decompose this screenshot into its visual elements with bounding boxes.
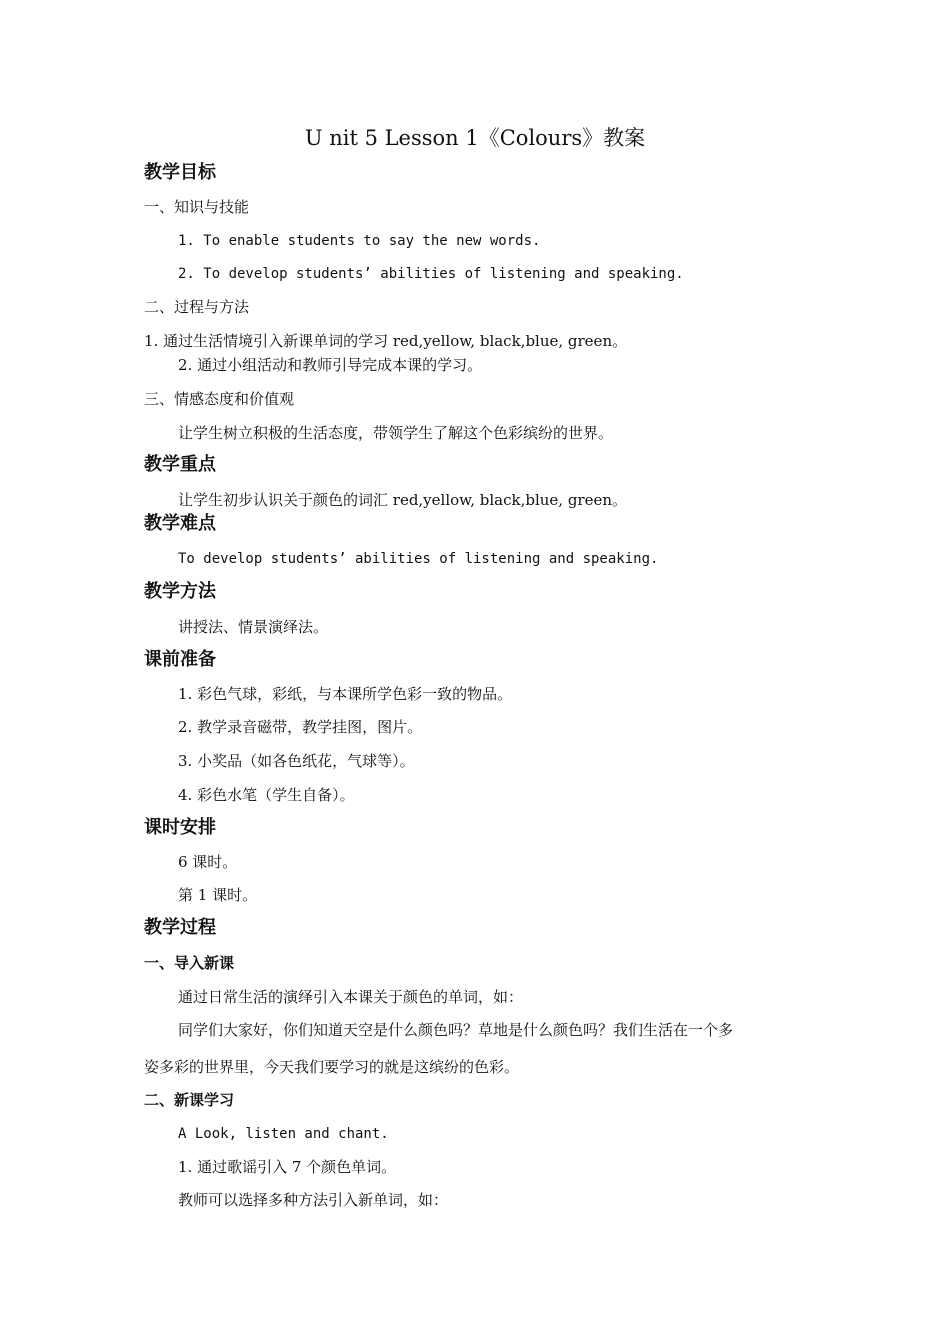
process-text: 同学们大家好，你们知道天空是什么颜色吗？草地是什么颜色吗？我们生活在一个多 [178, 1021, 734, 1039]
process-text: 姿多彩的世界里，今天我们要学习的就是这缤纷的色彩。 [144, 1058, 520, 1076]
section-heading-difficulties: 教学难点 [144, 513, 216, 534]
goal-item: 1. 通过生活情境引入新课单词的学习 red,yellow, black,blue, green。 [144, 332, 628, 350]
goal-item: 2. 通过小组活动和教师引导完成本课的学习。 [178, 356, 483, 374]
preparation-item: 1. 彩色气球，彩纸，与本课所学色彩一致的物品。 [178, 685, 513, 703]
process-text: 教师可以选择多种方法引入新单词，如： [178, 1191, 449, 1209]
section-heading-process: 教学过程 [144, 917, 216, 938]
goal-item: 1. To enable students to say the new words. [178, 233, 541, 249]
goal-text: 让学生树立积极的生活态度，带领学生了解这个色彩缤纷的世界。 [178, 424, 614, 442]
process-text: 通过日常生活的演绎引入本课关于颜色的单词，如： [178, 988, 524, 1006]
difficulties-text: To develop students’ abilities of listening and speaking. [178, 551, 659, 567]
page-title: U nit 5 Lesson 1《Colours》教案 [304, 126, 646, 150]
process-text: A Look, listen and chant. [178, 1126, 389, 1142]
preparation-item: 2. 教学录音磁带，教学挂图，图片。 [178, 718, 423, 736]
subheading-intro: 一、导入新课 [144, 954, 235, 972]
section-heading-preparation: 课前准备 [144, 649, 216, 670]
schedule-line: 第 1 课时。 [178, 886, 258, 904]
subheading-attitude-values: 三、情感态度和价值观 [144, 390, 295, 408]
section-heading-methods: 教学方法 [144, 581, 216, 602]
preparation-item: 3. 小奖品（如各色纸花，气球等）。 [178, 752, 415, 770]
schedule-line: 6 课时。 [178, 853, 238, 871]
methods-text: 讲授法、情景演绎法。 [178, 618, 329, 636]
key-points-text: 让学生初步认识关于颜色的词汇 red,yellow, black,blue, green。 [178, 491, 628, 509]
process-text: 1. 通过歌谣引入 7 个颜色单词。 [178, 1158, 397, 1176]
subheading-knowledge-skills: 一、知识与技能 [144, 198, 250, 216]
section-heading-key-points: 教学重点 [144, 454, 216, 475]
section-heading-goals: 教学目标 [144, 162, 216, 183]
subheading-process-methods: 二、过程与方法 [144, 298, 250, 316]
goal-item: 2. To develop students’ abilities of listening and speaking. [178, 266, 684, 282]
preparation-item: 4. 彩色水笔（学生自备）。 [178, 786, 355, 804]
subheading-new-lesson: 二、新课学习 [144, 1091, 235, 1109]
section-heading-schedule: 课时安排 [144, 817, 216, 838]
